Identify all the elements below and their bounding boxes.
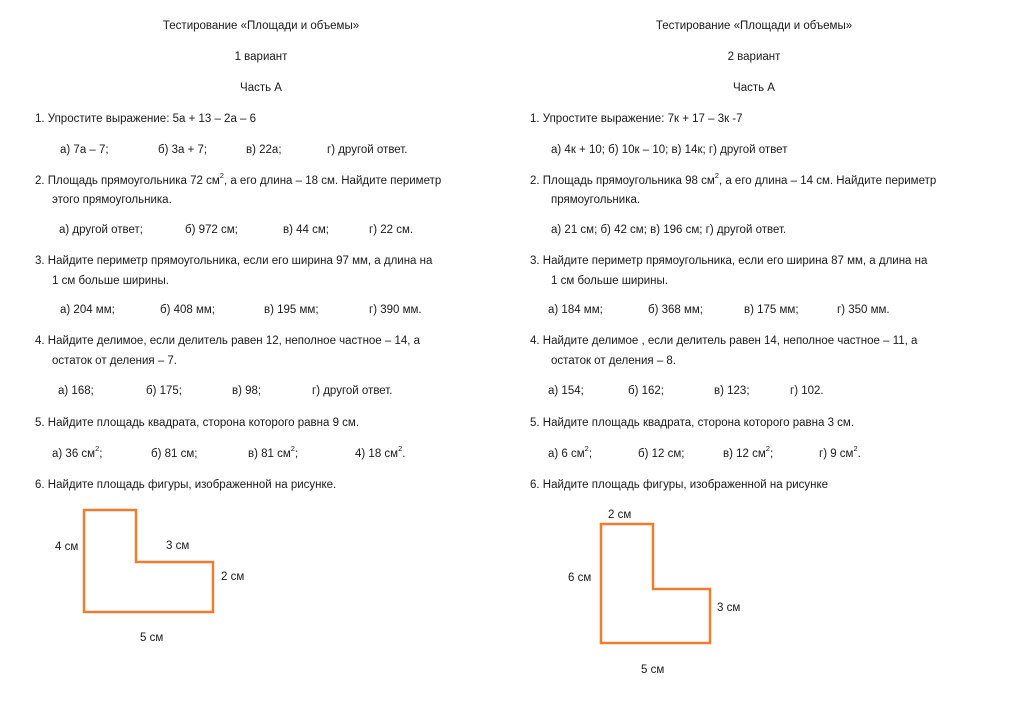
question-2: 2. Площадь прямоугольника 72 $см^2$, а его длина – 18 см. Найдите периметр — [35, 171, 442, 187]
option-b: б) 408 мм; — [160, 304, 216, 316]
option-c: в) 175 мм; — [744, 304, 799, 316]
option-b: б) 12 см; — [638, 448, 685, 460]
label-right: 2 см — [221, 571, 245, 583]
question-5: 5. Найдите площадь квадрата, сторона которого равна 9 см. — [35, 417, 360, 429]
question-1: 1. Упростите выражение: 5а + 13 – 2а – 6 — [35, 113, 257, 125]
option-a: а) 6 $см^2$; — [548, 444, 593, 460]
label-step: 3 см — [166, 540, 190, 552]
question-1: 1. Упростите выражение: 7к + 17 – 3к -7 — [530, 113, 743, 125]
question-4-line2: остаток от деления – 7. — [52, 355, 178, 367]
option-b: б) 3а + 7; — [158, 144, 208, 156]
option-c: в) 44 см; — [283, 224, 329, 236]
option-d: г) 9 $см^2$. — [819, 444, 861, 460]
label-height: 4 см — [55, 541, 79, 553]
option-a: а) 154; — [548, 385, 584, 397]
question-3: 3. Найдите периметр прямоугольника, если его ширина 87 мм, а длина на — [530, 255, 928, 267]
option-a: а) 7а – 7; — [60, 144, 109, 156]
option-d: г) другой ответ. — [327, 144, 408, 156]
question-4-line2: остаток от деления – 8. — [551, 355, 677, 367]
option-d: г) 102. — [790, 385, 824, 397]
label-right: 3 см — [717, 602, 741, 614]
option-d: г) другой ответ. — [312, 385, 393, 397]
question-2-line2: прямоугольника. — [551, 194, 641, 206]
test-title: Тестирование «Площади и объемы» — [655, 20, 853, 32]
option-a: а) 36 $см^2$; — [52, 444, 103, 460]
option-b: б) 368 мм; — [648, 304, 704, 316]
question-4: 4. Найдите делимое, если делитель равен 12, неполное частное – 14, а — [35, 335, 421, 347]
option-b: б) 162; — [628, 385, 664, 397]
part-label: Часть А — [733, 82, 775, 94]
option-d: г) 390 мм. — [369, 304, 422, 316]
question-6: 6. Найдите площадь фигуры, изображенной на рисунке — [530, 479, 829, 491]
option-b: б) 81 см; — [151, 448, 198, 460]
label-height: 6 см — [568, 572, 592, 584]
question-2-line2: этого прямоугольника. — [52, 194, 172, 206]
option-d: г) 350 мм. — [837, 304, 890, 316]
part-label: Часть А — [240, 82, 282, 94]
option-c: в) 22а; — [246, 144, 282, 156]
label-bottom: 5 см — [140, 632, 164, 644]
variant-label: 1 вариант — [234, 51, 288, 63]
option-c: в) 12 $см^2$; — [723, 444, 774, 460]
question-4: 4. Найдите делимое , если делитель равен 14, неполное частное – 11, а — [530, 335, 918, 347]
question-2-options: а) 21 см; б) 42 см; в) 196 см; г) другой ответ. — [551, 224, 787, 236]
option-a: а) 204 мм; — [60, 304, 115, 316]
option-a: а) другой ответ; — [59, 224, 143, 236]
option-a: а) 184 мм; — [548, 304, 603, 316]
label-top: 2 см — [608, 509, 632, 521]
question-3-line2: 1 см больше ширины. — [52, 275, 169, 287]
option-c: в) 98; — [232, 385, 262, 397]
option-b: б) 175; — [146, 385, 182, 397]
option-c: в) 81 $см^2$; — [248, 444, 299, 460]
option-a: а) 168; — [58, 385, 94, 397]
question-3-line2: 1 см больше ширины. — [551, 275, 668, 287]
option-b: б) 972 см; — [185, 224, 238, 236]
option-d: 4) 18 $см^2$. — [355, 444, 406, 460]
label-bottom: 5 см — [641, 664, 665, 676]
question-2: 2. Площадь прямоугольника 98 $см^2$, а его длина – 14 см. Найдите периметр — [530, 171, 937, 187]
variant-label: 2 вариант — [727, 51, 781, 63]
question-3: 3. Найдите периметр прямоугольника, если его ширина 97 мм, а длина на — [35, 255, 433, 267]
question-5: 5. Найдите площадь квадрата, сторона которого равна 3 см. — [530, 417, 855, 429]
option-c: в) 123; — [714, 385, 750, 397]
option-c: в) 195 мм; — [264, 304, 319, 316]
l-shape-polygon — [601, 524, 710, 643]
question-1-options: а) 4к + 10; б) 10к – 10; в) 14к; г) другой ответ — [551, 144, 788, 156]
question-6: 6. Найдите площадь фигуры, изображенной на рисунке. — [35, 479, 337, 491]
option-d: г) 22 см. — [369, 224, 414, 236]
test-title: Тестирование «Площади и объемы» — [162, 20, 360, 32]
